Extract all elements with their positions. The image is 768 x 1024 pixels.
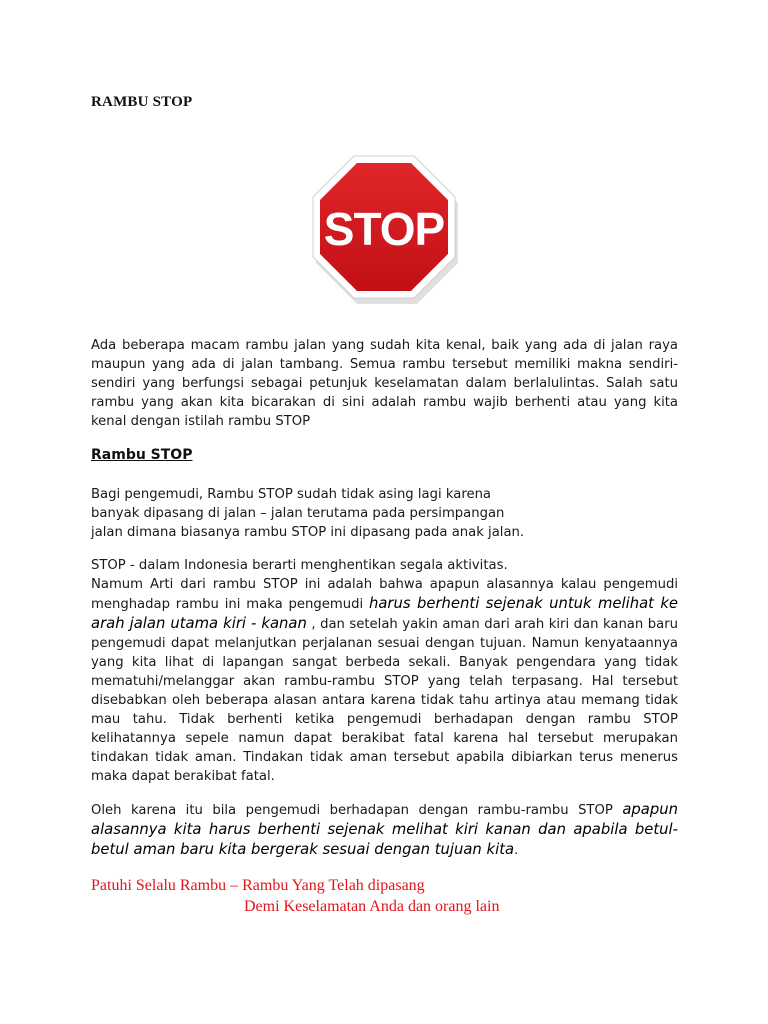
driver-paragraph — [91, 485, 651, 542]
stop-sign-image — [308, 153, 460, 305]
slogan-line-2: Demi Keselamatan Anda dan orang lain — [244, 898, 500, 915]
section-heading: Rambu STOP — [91, 447, 193, 463]
driver-line: Bagi pengemudi, Rambu STOP sudah tidak asing lagi karena — [91, 487, 492, 502]
meaning-paragraph — [91, 575, 678, 786]
meaning-emphasis: harus berhenti sejenak untuk melihat ke arah jalan utama kiri - kanan — [91, 595, 678, 632]
slogan-line-1: Patuhi Selalu Rambu – Rambu Yang Telah dipasang — [91, 877, 425, 894]
closing-paragraph — [91, 800, 678, 860]
closing-emphasis: apapun alasannya kita harus berhenti sejenak melihat kiri kanan dan apabila betul-betul aman baru kita bergerak sesuai dengan tujuan kita — [91, 801, 678, 858]
document-title: RAMBU STOP — [91, 94, 193, 110]
definition-line: STOP - dalam Indonesia berarti menghentikan segala aktivitas. — [91, 558, 508, 573]
intro-paragraph: Ada beberapa macam rambu jalan yang sudah kita kenal, baik yang ada di jalan raya maupun yang ada di jalan tambang. Semua rambu tersebut memiliki makna sendiri-sendiri yang berfungsi sebagai petunjuk keselamatan dalam berlalulintas. Salah satu rambu yang akan kita bicarakan di sini adalah rambu wajib berhenti atau yang kita kenal dengan istilah rambu STOP — [91, 338, 678, 429]
meaning-text: , dan setelah yakin aman dari arah kiri dan kanan baru pengemudi dapat melanjutkan perjalanan sesuai dengan tujuan. Namun kenyataannya yang kita lihat di lapangan sangat berbeda sekali. Banyak pengendara yang tidak mematuhi/melanggar akan rambu-rambu STOP yang telah terpasang. Hal tersebut disebabkan oleh beberapa alasan antara karena tidak tahu artinya atau memang tidak mau tahu. Tidak berhenti ketika pengemudi berhadapan dengan rambu STOP kelihatannya sepele namun dapat berakibat fatal karena hal tersebut merupakan tindakan tidak aman. Tindakan tidak aman tersebut apabila dibiarkan terus menerus maka dapat berakibat fatal. — [91, 617, 678, 784]
meaning-text: Namum Arti dari rambu STOP ini adalah bahwa apapun alasannya kalau pengemudi menghadap rambu ini maka pengemudi — [91, 577, 678, 612]
driver-line: banyak dipasang di jalan – jalan terutama pada persimpangan — [91, 506, 505, 521]
closing-text: Oleh karena itu bila pengemudi berhadapan dengan rambu-rambu STOP — [91, 803, 623, 818]
sign-text: STOP — [323, 203, 445, 255]
closing-text: . — [514, 843, 519, 858]
driver-line: jalan dimana biasanya rambu STOP ini dipasang pada anak jalan. — [91, 525, 525, 540]
